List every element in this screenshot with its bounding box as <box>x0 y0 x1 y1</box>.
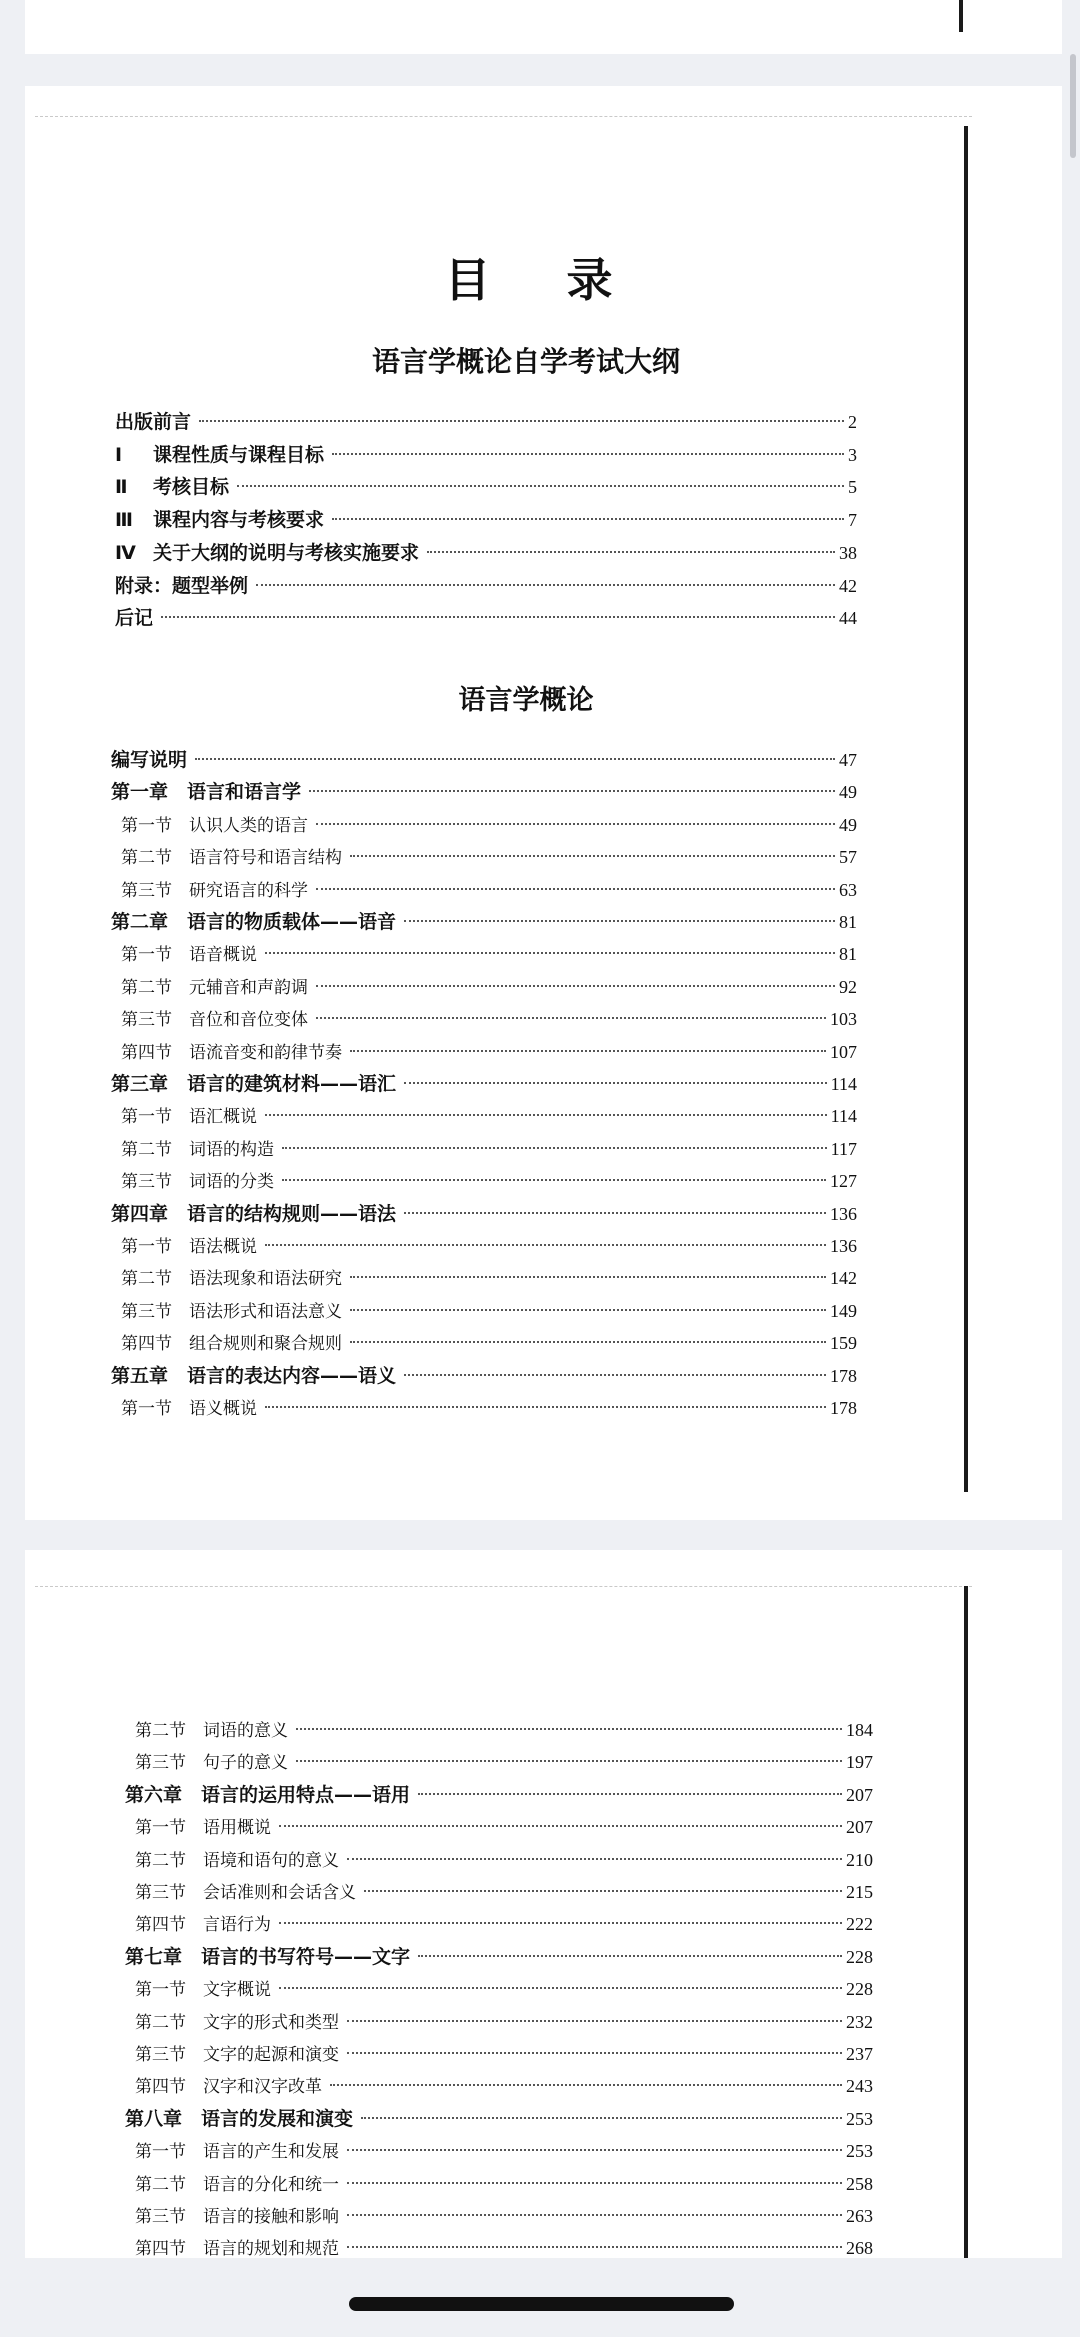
toc-entry-title: 第三节 语法形式和语法意义 <box>121 1301 342 1322</box>
toc-entry[interactable] <box>121 1102 857 1130</box>
toc-entry-title: 第二节 词语的意义 <box>135 1721 288 1741</box>
toc-entry[interactable] <box>121 876 857 904</box>
dot-leader <box>265 1114 827 1116</box>
toc-entry-text: 关于大纲的说明与考核实施要求 <box>153 541 420 564</box>
dot-leader <box>279 1825 842 1827</box>
toc-page-number: 3 <box>848 444 857 465</box>
toc-page-number: 253 <box>846 2141 873 2162</box>
toc-entry-title: 第五章 语言的表达内容——语义 <box>111 1364 397 1387</box>
toc-page-number: 5 <box>848 477 857 498</box>
toc-entry[interactable] <box>135 2137 873 2165</box>
scan-edge <box>35 116 972 117</box>
toc-entry-title: 第二章 语言的物质载体——语音 <box>111 911 397 933</box>
scrollbar-thumb[interactable] <box>1070 54 1076 158</box>
toc-entry-title: 编写说明 <box>111 749 188 771</box>
toc-page-number: 57 <box>839 847 857 868</box>
scan-edge <box>964 126 968 1492</box>
toc-entry[interactable] <box>111 1070 857 1098</box>
toc-entry-title: 第三节 词语的分类 <box>121 1172 274 1193</box>
toc-entry[interactable] <box>135 1813 873 1841</box>
toc-entry-title: 第三节 句子的意义 <box>135 1753 288 1774</box>
toc-page-number: 215 <box>846 1882 873 1902</box>
toc-entry-title <box>115 506 324 534</box>
dot-leader <box>309 790 835 792</box>
toc-entry[interactable] <box>121 1264 857 1292</box>
part2-title: 语言学概论 <box>458 685 594 716</box>
dot-leader <box>330 2084 842 2086</box>
toc-entry[interactable] <box>121 1329 857 1357</box>
toc-entry[interactable] <box>111 746 857 774</box>
toc-page-number: 114 <box>830 1106 857 1127</box>
part1-title: 语言学概论自学考试大纲 <box>371 345 680 378</box>
toc-entry[interactable] <box>121 843 857 871</box>
dot-leader <box>350 1050 826 1052</box>
toc-page-number: 107 <box>830 1041 857 1062</box>
toc-entry-title <box>115 473 229 501</box>
toc-entry-title: 第四节 语流音变和韵律节奏 <box>121 1042 342 1063</box>
toc-page-number: 222 <box>846 1914 873 1935</box>
toc-page-number: 228 <box>846 1946 873 1967</box>
toc-entry[interactable] <box>135 1910 873 1938</box>
toc-page-number: 197 <box>846 1752 873 1773</box>
toc-page-number: 63 <box>839 879 857 900</box>
toc-page-number: 178 <box>830 1398 857 1418</box>
toc-entry-title: 第四节 语言的规划和规范 <box>135 2239 339 2258</box>
toc-entry-title: 第一节 语汇概说 <box>121 1107 257 1128</box>
toc-page-number: 49 <box>839 782 857 803</box>
toc-entry[interactable] <box>115 506 857 534</box>
toc-entry-title: 第四章 语言的结构规则——语法 <box>111 1202 397 1225</box>
toc-entry[interactable] <box>111 1200 857 1228</box>
toc-page-number: 178 <box>830 1365 857 1386</box>
toc-entry[interactable] <box>121 1005 857 1033</box>
toc-entry-title: 第一节 语义概说 <box>121 1399 257 1419</box>
toc-entry[interactable] <box>111 778 857 806</box>
toc-entry-title: 第六章 语言的运用特点——语用 <box>125 1783 411 1806</box>
toc-entry[interactable] <box>135 1878 873 1906</box>
dot-leader <box>350 1309 826 1311</box>
toc-page-number: 207 <box>846 1817 873 1838</box>
toc-page-number: 42 <box>839 575 857 596</box>
dot-leader <box>195 758 835 760</box>
toc-entry[interactable] <box>121 973 857 1001</box>
toc-entry[interactable] <box>125 1781 873 1809</box>
dot-leader <box>350 855 835 857</box>
dot-leader <box>347 2246 842 2248</box>
toc-entry-title: 第一节 语用概说 <box>135 1818 271 1839</box>
dot-leader <box>265 952 835 954</box>
dot-leader <box>332 453 844 455</box>
scrollbar[interactable] <box>1068 0 1080 2337</box>
toc-entry-numeral: Ⅰ <box>115 443 123 466</box>
dot-leader <box>404 920 835 922</box>
toc-page-number: 38 <box>839 542 857 563</box>
toc-entry-title: 出版前言 <box>115 411 192 433</box>
toc-entry-text: 课程内容与考核要求 <box>153 509 325 532</box>
toc-entry-title: 后记 <box>115 607 154 630</box>
toc-page-number: 232 <box>846 2011 873 2032</box>
toc-entry-title: 第三节 音位和音位变体 <box>121 1010 308 1031</box>
toc-page-number: 136 <box>830 1236 857 1256</box>
toc-entry-title: 第二节 语法现象和语法研究 <box>121 1269 342 1290</box>
toc-page-number: 243 <box>846 2076 873 2097</box>
toc-entry-title: 第一节 语言的产生和发展 <box>135 2142 339 2163</box>
toc-entry[interactable] <box>135 1748 873 1776</box>
toc-entry-title: 第二节 文字的形式和类型 <box>135 2012 339 2033</box>
toc-entry[interactable] <box>121 940 857 968</box>
toc-entry[interactable] <box>135 1716 873 1744</box>
toc-entry-title: 第七章 语言的书写符号——文字 <box>125 1945 411 1968</box>
toc-page-number: 127 <box>830 1171 857 1192</box>
toc-entry[interactable] <box>121 811 857 839</box>
dot-leader <box>347 1858 842 1860</box>
toc-page-number: 258 <box>846 2173 873 2194</box>
toc-page-number: 210 <box>846 1849 873 1870</box>
toc-entry-title: 附录：题型举例 <box>115 574 249 597</box>
toc-entry-title: 第一章 语言和语言学 <box>111 781 302 804</box>
toc-entry-title: 第四节 言语行为 <box>135 1915 271 1936</box>
dot-leader <box>282 1147 827 1149</box>
pdf-page-2 <box>25 1550 1062 2258</box>
toc-entry-title: 第一节 认识人类的语言 <box>121 815 308 836</box>
toc-page-number: 47 <box>839 750 857 770</box>
toc-entry-title: 第四节 汉字和汉字改革 <box>135 2077 322 2098</box>
toc-page-number: 7 <box>848 510 857 531</box>
dot-leader <box>316 1017 826 1019</box>
dot-leader <box>364 1890 842 1892</box>
toc-entry-title <box>115 441 324 469</box>
scan-edge <box>959 0 963 32</box>
toc-entry-title: 第二节 语境和语句的意义 <box>135 1850 339 1871</box>
toc-entry[interactable] <box>111 1362 857 1390</box>
dot-leader <box>199 420 844 422</box>
page-title: 目 录 <box>444 253 643 307</box>
toc-entry[interactable] <box>135 2234 873 2258</box>
toc-entry[interactable] <box>115 604 857 632</box>
dot-leader <box>316 823 835 825</box>
toc-entry-title <box>115 539 419 567</box>
toc-entry-text: 课程性质与课程目标 <box>153 443 325 466</box>
dot-leader <box>279 1922 842 1924</box>
toc-entry[interactable] <box>135 2170 873 2198</box>
toc-entry[interactable] <box>115 441 857 469</box>
toc-entry[interactable] <box>115 408 857 436</box>
scan-edge <box>964 1586 968 2258</box>
toc-entry-title: 第三节 语言的接触和影响 <box>135 2207 339 2227</box>
toc-entry[interactable] <box>135 2008 873 2036</box>
dot-leader <box>404 1374 826 1376</box>
toc-entry[interactable] <box>135 1975 873 2003</box>
toc-entry[interactable] <box>111 908 857 936</box>
toc-page-number: 263 <box>846 2206 873 2226</box>
dot-leader <box>347 2052 842 2054</box>
toc-page-number: 228 <box>846 1979 873 2000</box>
toc-entry[interactable] <box>135 2202 873 2230</box>
dot-leader <box>279 1987 842 1989</box>
toc-entry[interactable] <box>121 1167 857 1195</box>
toc-entry[interactable] <box>135 2040 873 2068</box>
toc-page-number: 2 <box>848 412 857 432</box>
dot-leader <box>427 551 835 553</box>
dot-leader <box>350 1276 826 1278</box>
toc-entry-title: 第一节 语法概说 <box>121 1237 257 1257</box>
toc-page-number: 81 <box>839 944 857 965</box>
toc-entry[interactable] <box>121 1135 857 1163</box>
toc-entry-title: 第二节 词语的构造 <box>121 1139 274 1160</box>
toc-entry-title: 第一节 语音概说 <box>121 945 257 966</box>
toc-entry-title: 第二节 语言的分化和统一 <box>135 2174 339 2195</box>
dot-leader <box>350 1341 826 1343</box>
dot-leader <box>256 584 835 586</box>
home-indicator[interactable] <box>349 2297 734 2311</box>
dot-leader <box>418 1793 842 1795</box>
toc-entry[interactable] <box>121 1038 857 1066</box>
dot-leader <box>296 1728 842 1730</box>
toc-entry-text: 考核目标 <box>153 476 230 499</box>
dot-leader <box>265 1244 826 1246</box>
previous-page <box>25 0 1062 54</box>
toc-page-number: 49 <box>839 814 857 835</box>
toc-page-number: 81 <box>839 912 857 932</box>
dot-leader <box>347 2149 842 2151</box>
dot-leader <box>296 1760 842 1762</box>
dot-leader <box>418 1955 842 1957</box>
toc-entry-title: 第三章 语言的建筑材料——语汇 <box>111 1073 397 1095</box>
toc-entry-title: 第三节 文字的起源和演变 <box>135 2045 339 2065</box>
toc-page-number: 136 <box>830 1203 857 1224</box>
toc-entry-title: 第三节 研究语言的科学 <box>121 880 308 901</box>
toc-entry-title: 第二节 元辅音和声韵调 <box>121 977 308 998</box>
toc-entry[interactable] <box>121 1232 857 1260</box>
toc-page-number: 184 <box>846 1720 873 1740</box>
toc-page-number: 159 <box>830 1333 857 1354</box>
toc-entry-title: 第二节 语言符号和语言结构 <box>121 848 342 869</box>
toc-entry-title: 第三节 会话准则和会话含义 <box>135 1883 356 1903</box>
dot-leader <box>161 616 835 618</box>
dot-leader <box>282 1179 826 1181</box>
scan-edge <box>35 1586 972 1587</box>
toc-page-number: 237 <box>846 2044 873 2064</box>
toc-entry[interactable] <box>125 2105 873 2133</box>
toc-page-number: 268 <box>846 2238 873 2258</box>
toc-entry-numeral: Ⅲ <box>115 509 133 532</box>
dot-leader <box>347 2214 842 2216</box>
toc-entry[interactable] <box>121 1297 857 1325</box>
toc-entry[interactable] <box>125 1943 873 1971</box>
toc-page-number: 103 <box>830 1009 857 1030</box>
toc-page-number: 44 <box>839 608 857 629</box>
toc-entry-numeral: Ⅳ <box>115 541 136 564</box>
toc-page-number: 142 <box>830 1268 857 1289</box>
dot-leader <box>404 1082 827 1084</box>
dot-leader <box>347 2182 842 2184</box>
toc-entry-title: 第八章 语言的发展和演变 <box>125 2107 354 2130</box>
toc-page-number: 149 <box>830 1300 857 1321</box>
toc-entry-title: 第一节 文字概说 <box>135 1980 271 2001</box>
dot-leader <box>347 2020 842 2022</box>
toc-page-number: 253 <box>846 2108 873 2129</box>
toc-entry[interactable] <box>121 1394 857 1422</box>
toc-page-number: 114 <box>830 1074 857 1094</box>
toc-page-number: 117 <box>830 1138 857 1159</box>
dot-leader <box>237 485 844 487</box>
dot-leader <box>361 2117 842 2119</box>
toc-entry[interactable] <box>115 473 857 501</box>
toc-page-number: 207 <box>846 1784 873 1805</box>
dot-leader <box>265 1406 826 1408</box>
toc-page-number: 92 <box>839 976 857 997</box>
pdf-page-1 <box>25 86 1062 1520</box>
toc-entry-numeral: Ⅱ <box>115 476 128 499</box>
toc-entry[interactable] <box>135 2072 873 2100</box>
dot-leader <box>332 518 844 520</box>
toc-entry[interactable] <box>115 572 857 600</box>
dot-leader <box>316 888 835 890</box>
dot-leader <box>316 985 835 987</box>
dot-leader <box>404 1212 826 1214</box>
toc-entry[interactable] <box>135 1846 873 1874</box>
toc-entry[interactable] <box>115 539 857 567</box>
toc-entry-title: 第四节 组合规则和聚合规则 <box>121 1334 342 1355</box>
